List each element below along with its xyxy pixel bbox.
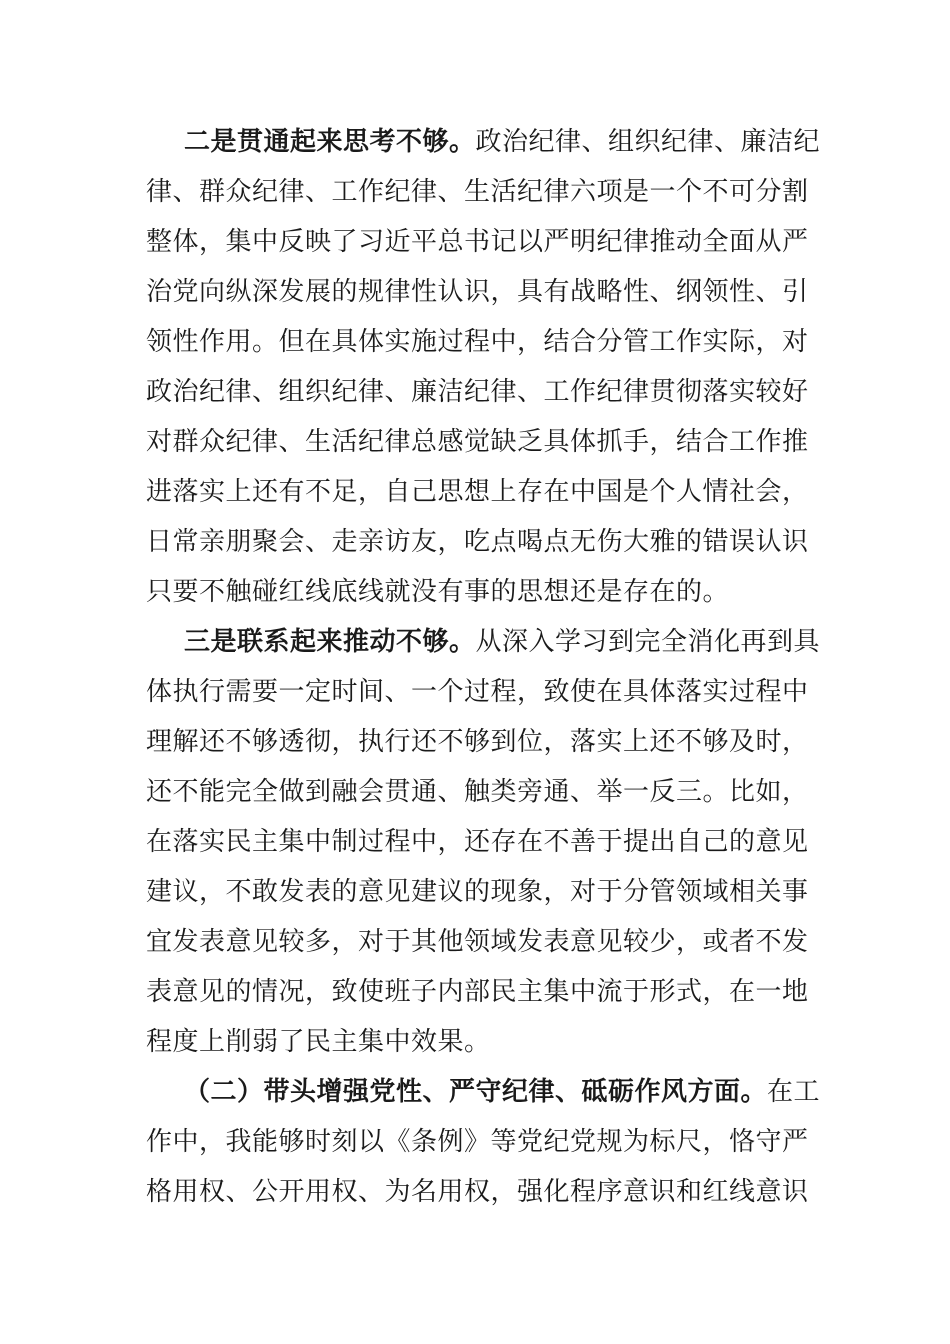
paragraph-1-line-3: 整体，集中反映了习近平总书记以严明纪律推动全面从严 xyxy=(146,227,809,257)
paragraph-3-line-2: 作中，我能够时刻以《条例》等党纪党规为标尺，恪守严 xyxy=(146,1127,809,1157)
paragraph-3-line-1 xyxy=(184,1067,821,1117)
paragraph-1-line-8: 进落实上还有不足，自己思想上存在中国是个人情社会， xyxy=(146,477,809,507)
paragraph-1-line-9: 日常亲朋聚会、走亲访友，吃点喝点无伤大雅的错误认识 xyxy=(146,527,809,557)
paragraph-2-line-1-text: 从深入学习到完全消化再到具 xyxy=(475,627,821,657)
paragraph-1-line-6: 政治纪律、组织纪律、廉洁纪律、工作纪律贯彻落实较好 xyxy=(146,377,809,407)
paragraph-1-line-10: 只要不触碰红线底线就没有事的思想还是存在的。 xyxy=(146,577,730,607)
paragraph-1-line-1 xyxy=(184,117,821,167)
paragraph-1-line-2: 律、群众纪律、工作纪律、生活纪律六项是一个不可分割 xyxy=(146,177,809,207)
paragraph-2-heading: 三是联系起来推动不够。 xyxy=(184,627,476,657)
paragraph-2-line-5: 在落实民主集中制过程中，还存在不善于提出自己的意见 xyxy=(146,827,809,857)
paragraph-2-line-2: 体执行需要一定时间、一个过程，致使在具体落实过程中 xyxy=(146,677,809,707)
paragraph-2-line-3: 理解还不够透彻，执行还不够到位，落实上还不够及时， xyxy=(146,727,809,757)
paragraph-2-line-1 xyxy=(184,617,821,667)
paragraph-2-line-4: 还不能完全做到融会贯通、触类旁通、举一反三。比如， xyxy=(146,777,809,807)
paragraph-1-line-1-text: 政治纪律、组织纪律、廉洁纪 xyxy=(475,127,821,157)
paragraph-3-line-1-text: 在工 xyxy=(767,1077,821,1107)
paragraph-3-heading: （二）带头增强党性、严守纪律、砥砺作风方面。 xyxy=(184,1077,768,1107)
paragraph-2-line-8: 表意见的情况，致使班子内部民主集中流于形式，在一地 xyxy=(146,977,809,1007)
paragraph-1-line-7: 对群众纪律、生活纪律总感觉缺乏具体抓手，结合工作推 xyxy=(146,427,809,457)
paragraph-2-line-7: 宜发表意见较多，对于其他领域发表意见较少，或者不发 xyxy=(146,927,809,957)
paragraph-2-line-9: 程度上削弱了民主集中效果。 xyxy=(146,1027,491,1057)
paragraph-1-line-5: 领性作用。但在具体实施过程中，结合分管工作实际，对 xyxy=(146,327,809,357)
paragraph-1-line-4: 治党向纵深发展的规律性认识，具有战略性、纲领性、引 xyxy=(146,277,809,307)
paragraph-1-heading: 二是贯通起来思考不够。 xyxy=(184,127,476,157)
paragraph-2-line-6: 建议，不敢发表的意见建议的现象，对于分管领域相关事 xyxy=(146,877,809,907)
paragraph-3-line-3: 格用权、公开用权、为名用权，强化程序意识和红线意识 xyxy=(146,1177,809,1207)
